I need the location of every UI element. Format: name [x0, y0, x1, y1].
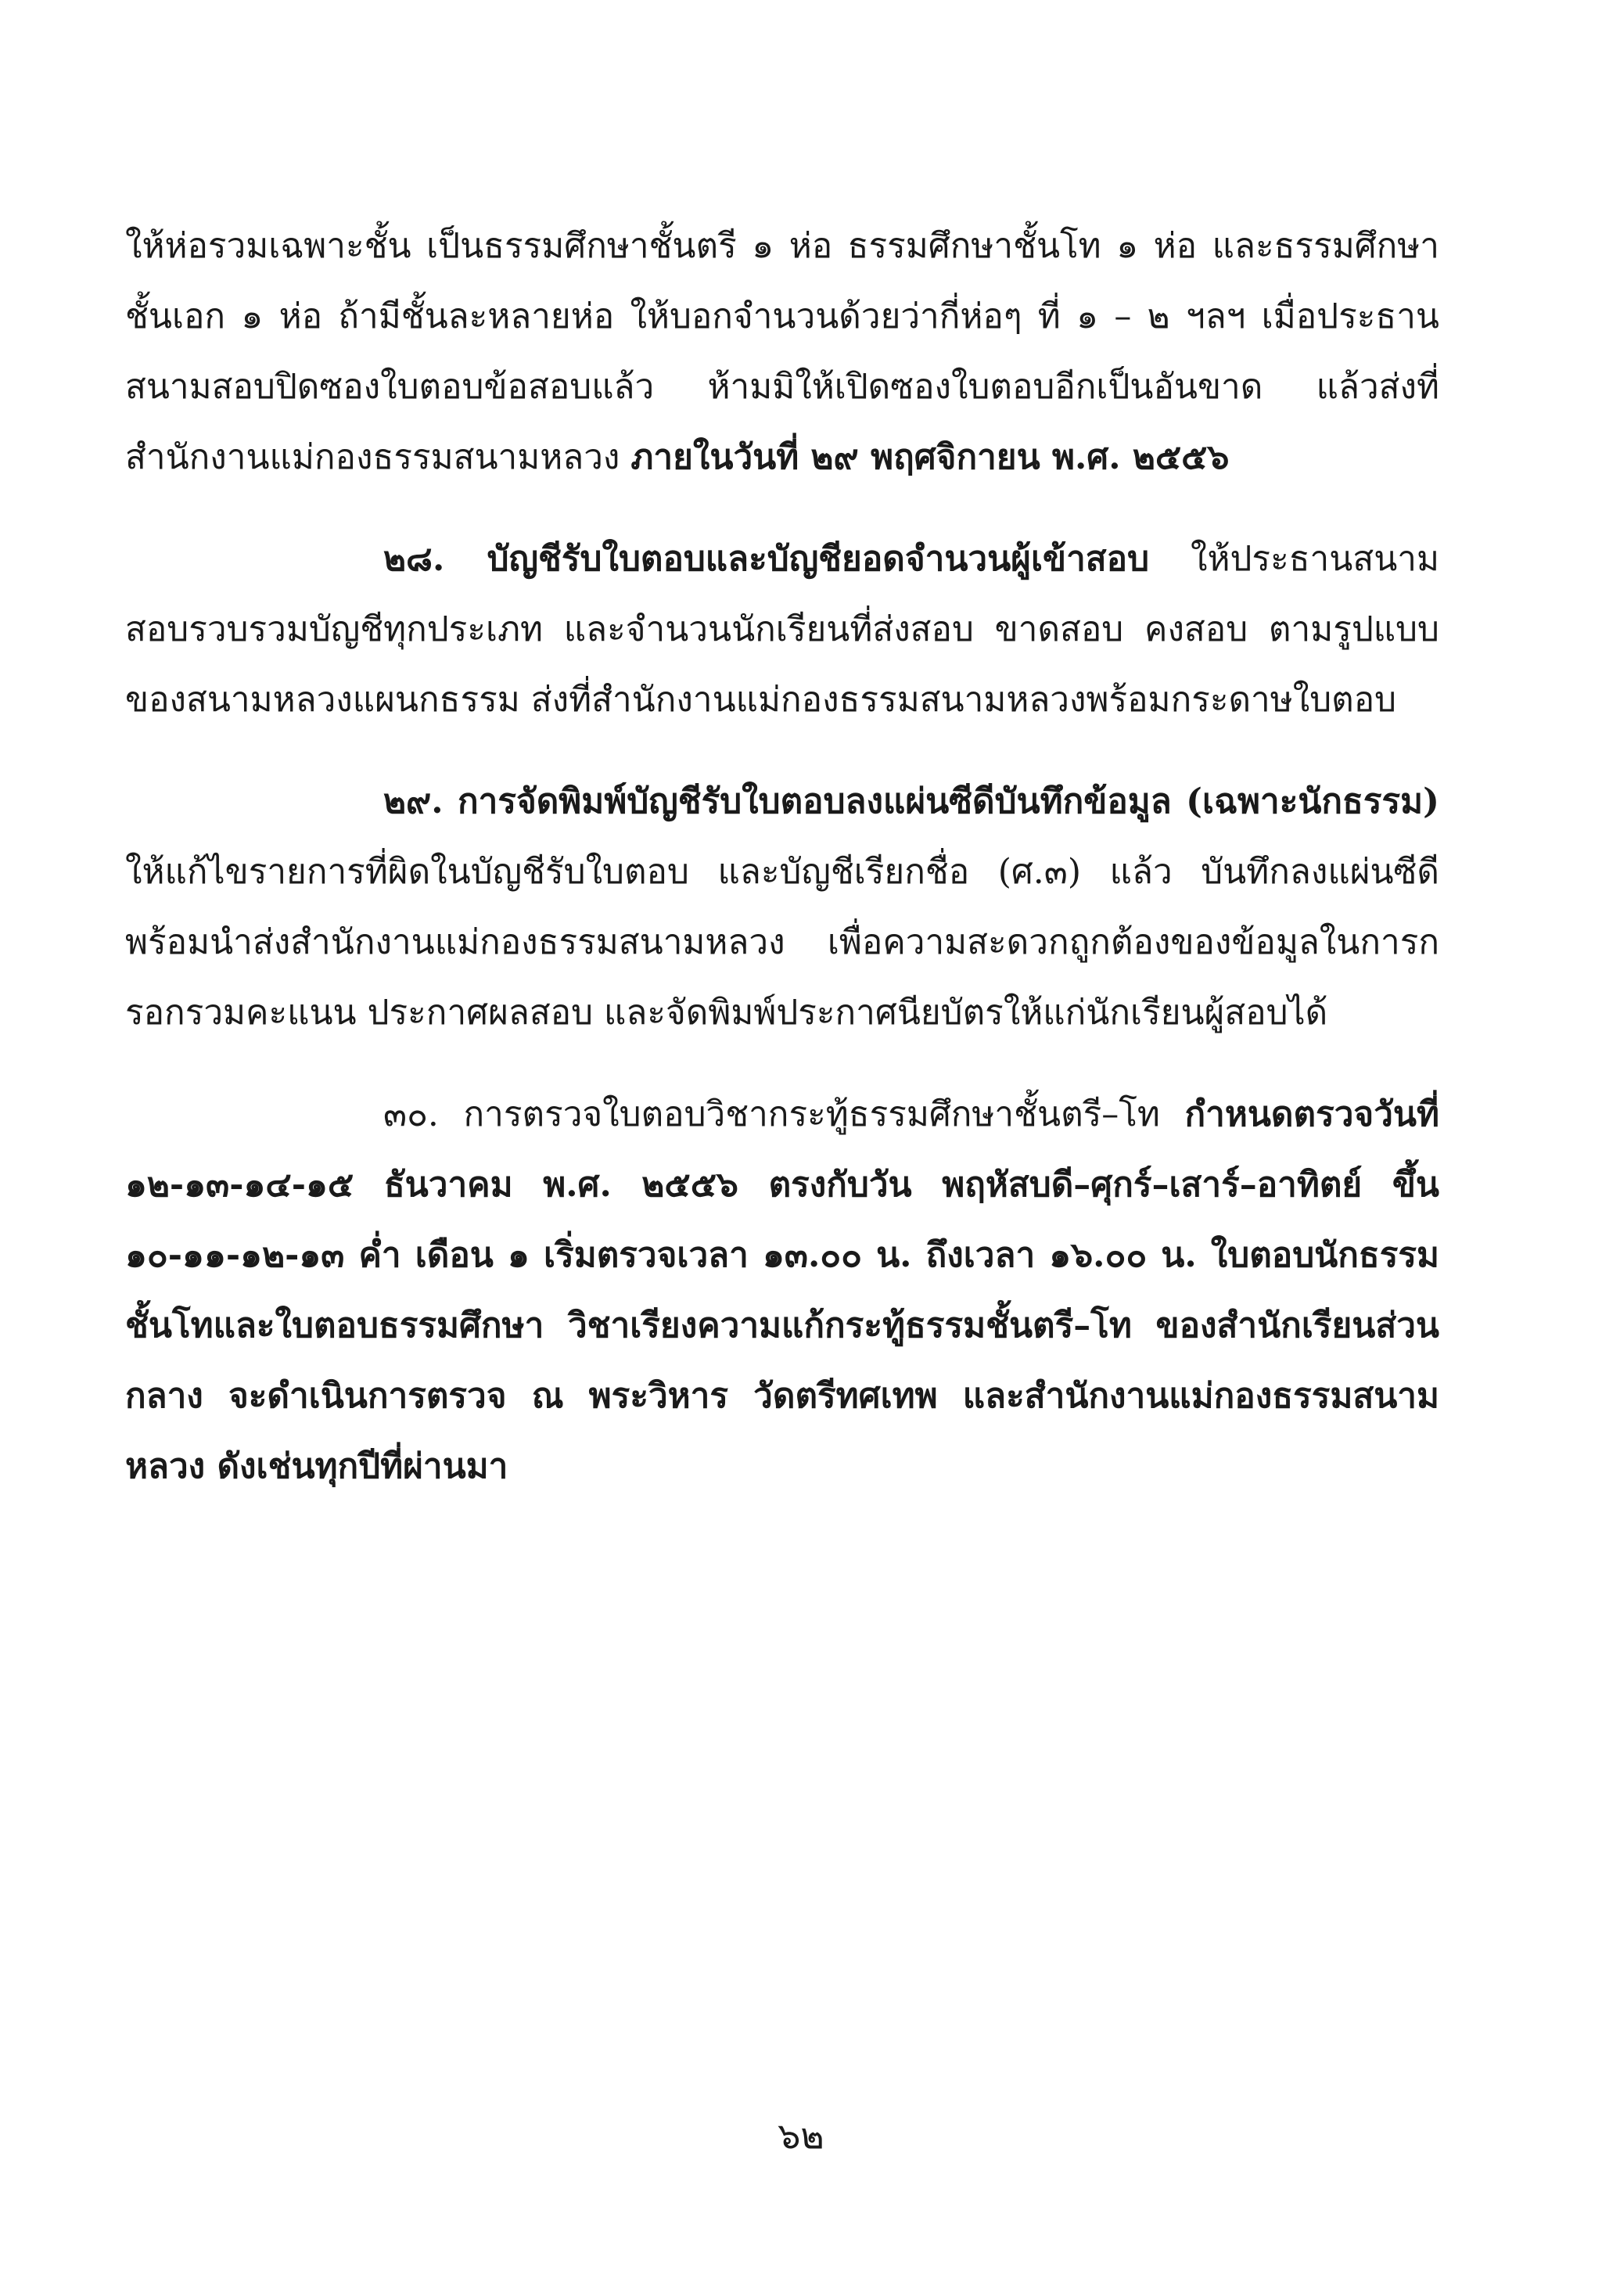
section-28-heading: ๒๘. บัญชีรับใบตอบและบัญชียอดจำนวนผู้เข้าสอบ [383, 539, 1149, 579]
section-28-body: ให้ประธานสนามสอบรวบรวมบัญชีทุกประเภท และจำนวนนักเรียนที่ส่งสอบ ขาดสอบ คงสอบ ตามรูปแบบของสนามหลวงแผนกธรรม ส่งที่สำนักงานแม่กองธรรมสนามหลวงพร้อมกระดาษใบตอบ [125, 539, 1439, 720]
page-number: ๖๒ [778, 2115, 824, 2157]
section-29-heading: ๒๙. การจัดพิมพ์บัญชีรับใบตอบลงแผ่นซีดีบันทึกข้อมูล (เฉพาะนักธรรม) [383, 782, 1439, 821]
continuation-text: ให้ห่อรวมเฉพาะชั้น เป็นธรรมศึกษาชั้นตรี ๑ ห่อ ธรรมศึกษาชั้นโท ๑ ห่อ และธรรมศึกษาชั้นเอก ๑ ห่อ ถ้ามีชั้นละหลายห่อ ให้บอกจำนวนด้วยว่ากี่ห่อๆ ที่ ๑ – ๒ ฯลฯ เมื่อประธานสนามสอบปิดซองใบตอบข้อสอบแล้ว ห้ามมิให้เปิดซองใบตอบอีกเป็นอันขาด แล้วส่งที่สำนักงานแม่กองธรรมสนามหลวง [125, 226, 1439, 477]
section-30-body: กำหนดตรวจวันที่ ๑๒-๑๓-๑๔-๑๕ ธันวาคม พ.ศ. ๒๕๕๖ ตรงกับวัน พฤหัสบดี–ศุกร์–เสาร์–อาทิตย์ ขึ้น ๑๐-๑๑-๑๒-๑๓ ค่ำ เดือน ๑ เริ่มตรวจเวลา ๑๓.๐๐ น. ถึงเวลา ๑๖.๐๐ น. ใบตอบนักธรรมชั้นโทและใบตอบธรรมศึกษา วิชาเรียงความแก้กระทู้ธรรมชั้นตรี–โท ของสำนักเรียนส่วนกลาง จะดำเนินการตรวจ ณ พระวิหาร วัดตรีทศเทพ และสำนักงานแม่กองธรรมสนามหลวง ดังเช่นทุกปีที่ผ่านมา [125, 1094, 1439, 1486]
section-30-intro: ๓๐. การตรวจใบตอบวิชากระทู้ธรรมศึกษาชั้นตรี–โท [383, 1094, 1185, 1134]
section-29-body: ให้แก้ไขรายการที่ผิดในบัญชีรับใบตอบ และบัญชีเรียกชื่อ (ศ.๓) แล้ว บันทึกลงแผ่นซีดี พร้อมนำส่งสำนักงานแม่กองธรรมสนามหลวง เพื่อความสะดวกถูกต้องของข้อมูลในการกรอกรวมคะแนน ประกาศผลสอบ และจัดพิมพ์ประกาศนียบัตรให้แก่นักเรียนผู้สอบได้ [125, 852, 1439, 1033]
section-30 [125, 1080, 1439, 1502]
continuation-deadline: ภายในวันที่ ๒๙ พฤศจิกายน พ.ศ. ๒๕๕๖ [630, 437, 1230, 477]
section-29 [125, 767, 1439, 1048]
continuation-paragraph [125, 211, 1439, 493]
section-28 [125, 524, 1439, 735]
document-body [125, 211, 1439, 1502]
